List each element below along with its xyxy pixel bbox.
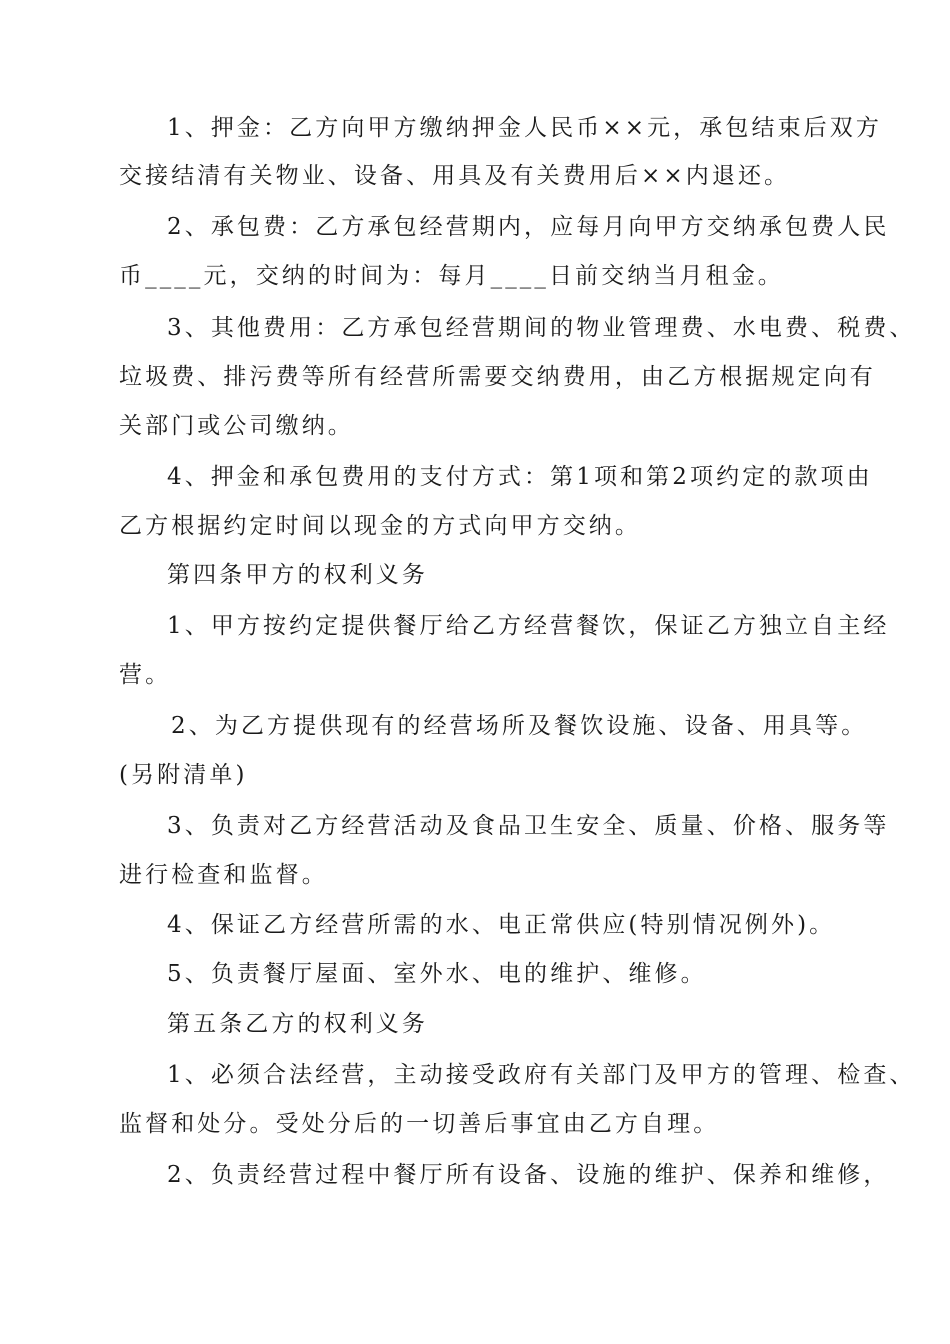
paragraph-line: (另附清单) — [119, 762, 248, 788]
paragraph-line: 3、负责对乙方经营活动及食品卫生安全、质量、价格、服务等 — [167, 813, 890, 839]
paragraph-line: 进行检查和监督。 — [119, 862, 328, 888]
paragraph-line: 监督和处分。受处分后的一切善后事宜由乙方自理。 — [119, 1111, 720, 1137]
section-heading: 第四条甲方的权利义务 — [167, 562, 428, 588]
paragraph-line: 交接结清有关物业、设备、用具及有关费用后××内退还。 — [119, 163, 791, 189]
paragraph-line: 1、甲方按约定提供餐厅给乙方经营餐饮，保证乙方独立自主经 — [167, 613, 890, 639]
paragraph-line: 5、负责餐厅屋面、室外水、电的维护、维修。 — [167, 961, 707, 987]
paragraph-line: 4、保证乙方经营所需的水、电正常供应(特别情况例外)。 — [167, 912, 836, 938]
paragraph-line: 4、押金和承包费用的支付方式：第1项和第2项约定的款项由 — [167, 464, 873, 490]
paragraph-line: 币____元，交纳的时间为：每月____日前交纳当月租金。 — [119, 263, 784, 289]
paragraph-line: 2、负责经营过程中餐厅所有设备、设施的维护、保养和维修， — [167, 1162, 890, 1188]
paragraph-line: 乙方根据约定时间以现金的方式向甲方交纳。 — [119, 513, 641, 539]
section-heading: 第五条乙方的权利义务 — [167, 1011, 428, 1037]
paragraph-line: 营。 — [119, 662, 172, 688]
paragraph-line: 1、押金：乙方向甲方缴纳押金人民币××元，承包结束后双方 — [167, 115, 882, 141]
paragraph-line: 2、为乙方提供现有的经营场所及餐饮设施、设备、用具等。 — [171, 713, 868, 739]
paragraph-line: 3、其他费用：乙方承包经营期间的物业管理费、水电费、税费、 — [167, 315, 916, 341]
paragraph-line: 1、必须合法经营，主动接受政府有关部门及甲方的管理、检查、 — [167, 1062, 916, 1088]
paragraph-line: 关部门或公司缴纳。 — [119, 413, 354, 439]
paragraph-line: 2、承包费：乙方承包经营期内，应每月向甲方交纳承包费人民 — [167, 214, 890, 240]
paragraph-line: 垃圾费、排污费等所有经营所需要交纳费用，由乙方根据规定向有 — [119, 364, 876, 390]
